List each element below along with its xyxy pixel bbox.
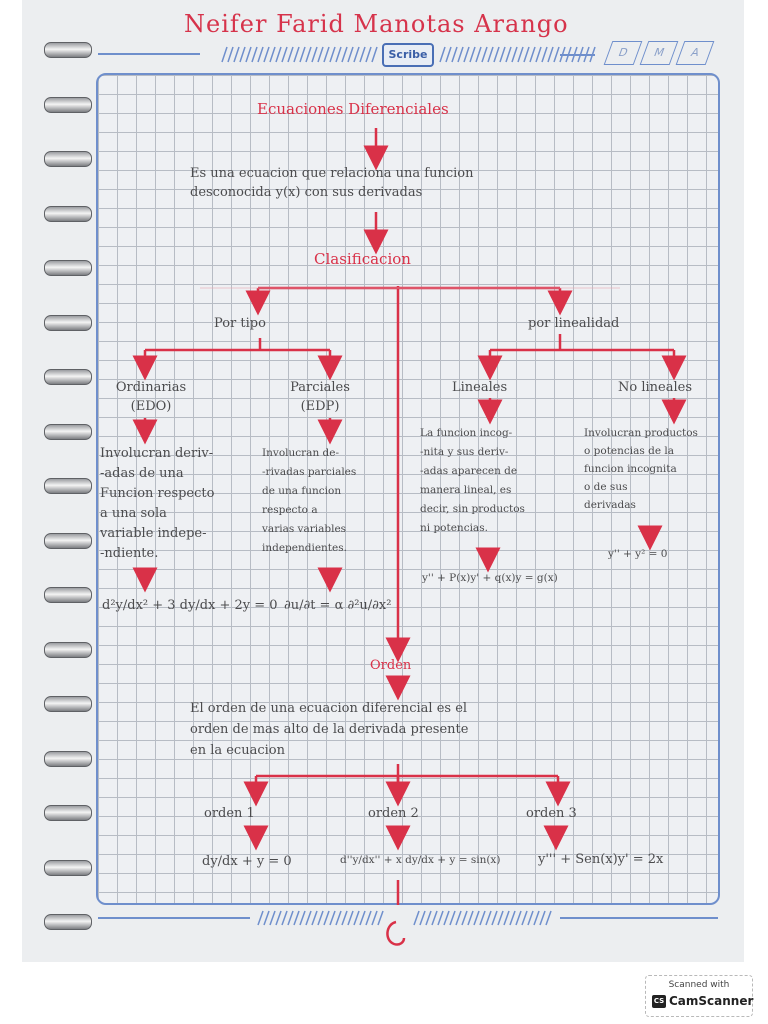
order-description: El orden de una ecuacion diferencial es el orden de mas alto de la derivada presente en la ecuacion [190,701,469,758]
partial-label: Parciales (EDP) [290,380,350,414]
order2-label: orden 2 [368,806,419,821]
year-box: A [676,41,715,65]
camscanner-logo: CS [652,995,666,1008]
order2-example: d''y/dx'' + x dy/dx + y = sin(x) [340,854,501,866]
author-name: Neifer Farid Manotas Arango [184,10,569,38]
linear-description: La funcion incog- -nita y sus deriv- -adas aparecen de manera lineal, es decir, sin productos ni potencias. [420,427,525,534]
partial-description: Involucran de- -rivadas parciales de una funcion respecto a varias variables independientes. [262,447,357,554]
by-type-label: Por tipo [214,316,266,331]
day-box: D [604,41,643,65]
order-label: Orden [370,658,412,673]
ordinary-description: Involucran deriv- -adas de una Funcion respecto a una sola variable indepe- -ndiente. [100,446,215,561]
order3-label: orden 3 [526,806,577,821]
partial-example: ∂u/∂t = α ∂²u/∂x² [284,598,392,613]
order1-label: orden 1 [204,806,255,821]
nonlinear-description: Involucran productos o potencias de la funcion incognita o de sus derivadas [584,427,698,511]
nonlinear-example: y'' + y² = 0 [608,548,668,560]
nonlinear-label: No lineales [618,380,692,395]
camscanner-name: CamScanner [669,994,754,1008]
camscanner-watermark [645,975,753,1017]
ordinary-example: d²y/dx² + 3 dy/dx + 2y = 0 [102,598,278,613]
scanned-with-text: Scanned with [668,980,730,990]
ordinary-label: Ordinarias (EDO) [115,380,187,414]
month-box: M [640,41,679,65]
by-linearity-label: por linealidad [528,316,620,331]
linear-label: Lineales [452,380,508,395]
order1-example: dy/dx + y = 0 [202,854,292,869]
definition-text: Es una ecuacion que relaciona una funcion desconocida y(x) con sus derivadas [190,166,474,200]
map-title: Ecuaciones Diferenciales [257,100,449,118]
order3-example: y''' + Sen(x)y' = 2x [538,852,664,867]
brand-logo: Scribe [382,43,434,67]
linear-example: y'' + P(x)y' + q(x)y = g(x) [422,572,558,584]
classification-label: Clasificacion [314,250,411,268]
